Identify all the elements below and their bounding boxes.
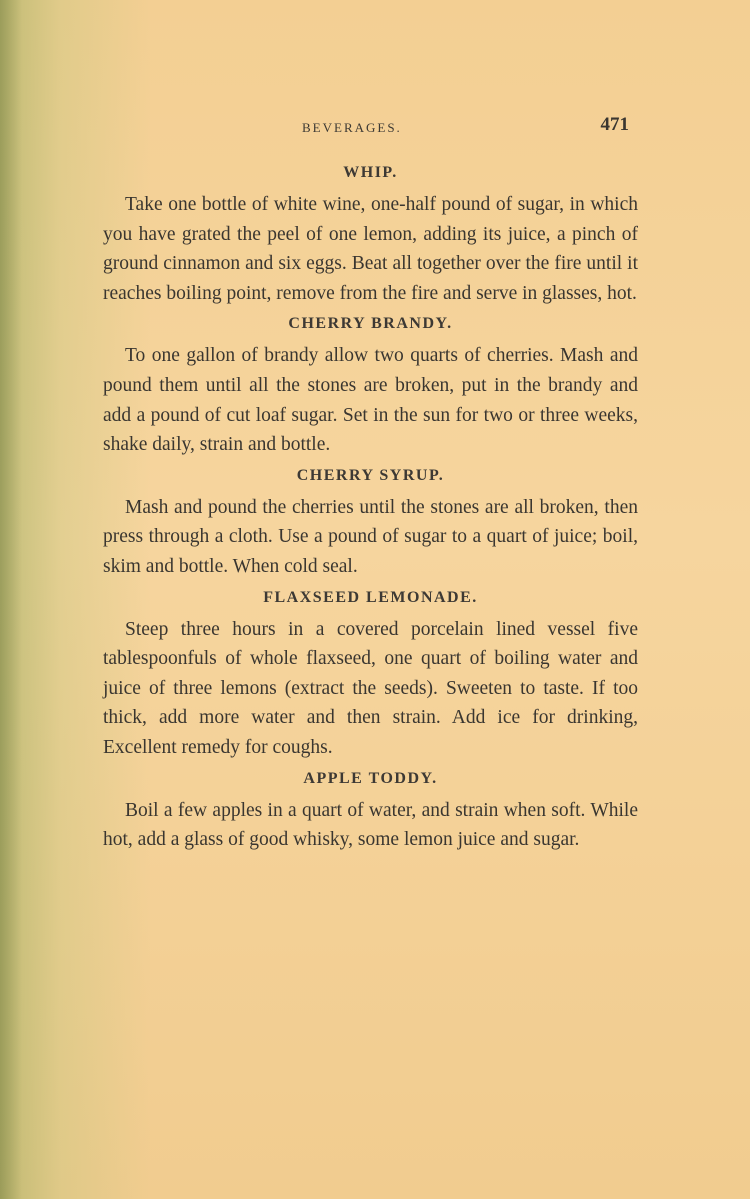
- running-head: [103, 112, 638, 146]
- recipe-heading-cherry-brandy: CHERRY BRANDY.: [288, 315, 453, 333]
- recipe-heading-flaxseed-lemonade: FLAXSEED LEMONADE.: [263, 588, 478, 606]
- recipe-heading-apple-toddy: APPLE TODDY.: [303, 769, 438, 787]
- recipe-text-whip: Take one bottle of white wine, one-half pound of sugar, in which you have grated the peel of one lemon, adding its juice, a pinch of ground cinnamon and six eggs. Beat all together over the fire until it reaches boiling point, remove from the fire and serve in glasses, hot.: [103, 194, 638, 304]
- recipe-text-flaxseed-lemonade: Steep three hours in a covered porcelain lined vessel five tablespoonfuls of whole flaxseed, one quart of boiling water and juice of three lemons (extract the seeds). Sweeten to taste. If too thick, add more water and then strain. Add ice for drinking, Excellent remedy for coughs.: [103, 618, 638, 758]
- spine-shadow: [0, 0, 22, 1199]
- recipe-heading-cherry-syrup: CHERRY SYRUP.: [296, 466, 445, 484]
- page-content: [103, 112, 638, 855]
- recipe-text-cherry-brandy: To one gallon of brandy allow two quarts of cherries. Mash and pound them until all the stones are broken, put in the brandy and add a pound of cut loaf sugar. Set in the sun for two or three weeks, shake daily, strain and bottle.: [103, 345, 638, 456]
- recipe-text-cherry-syrup: Mash and pound the cherries until the stones are all broken, then press through a cloth. Use a pound of sugar to a quart of juice; boil, skim and bottle. When cold seal.: [103, 496, 638, 577]
- recipe-text-apple-toddy: Boil a few apples in a quart of water, and strain when soft. While hot, add a glass of good whisky, some lemon juice and sugar.: [103, 799, 638, 851]
- running-title: BEVERAGES.: [302, 120, 402, 135]
- recipe-heading-whip: WHIP.: [343, 164, 398, 181]
- page-number: 471: [600, 114, 629, 135]
